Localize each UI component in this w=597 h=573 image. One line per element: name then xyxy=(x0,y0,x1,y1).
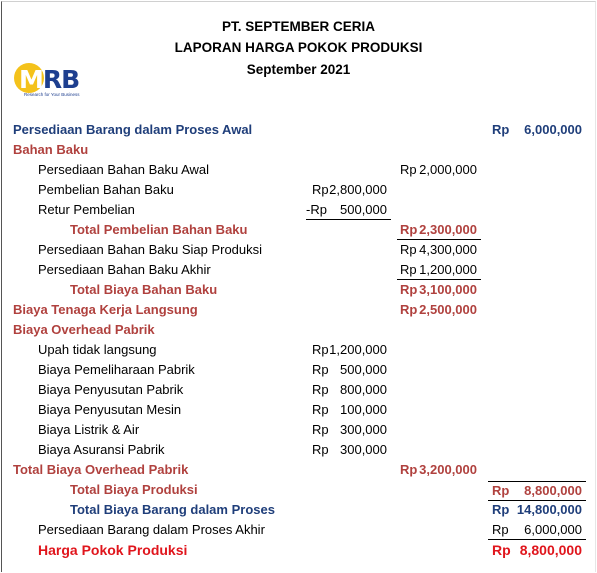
row-label: Total Biaya Produksi xyxy=(70,482,198,497)
row-label: Total Pembelian Bahan Baku xyxy=(70,222,248,237)
amount-col3: Rp 8,800,000 xyxy=(488,481,586,501)
amount-col1: Rp 800,000 xyxy=(312,382,387,397)
company-name: PT. SEPTEMBER CERIA xyxy=(221,19,376,34)
amount-col2: Rp 3,100,000 xyxy=(400,282,477,297)
row-rm-end xyxy=(0,260,597,280)
row-label: Pembelian Bahan Baku xyxy=(38,182,174,197)
row-wip-begin xyxy=(0,120,597,140)
amount-col2: Rp 1,200,000 xyxy=(397,260,481,280)
row-returns xyxy=(0,200,597,220)
row-total-purchases xyxy=(0,220,597,240)
row-dep-machine xyxy=(0,400,597,420)
amount-col1: Rp 300,000 xyxy=(312,442,387,457)
row-utilities xyxy=(0,420,597,440)
row-label: Biaya Pemeliharaan Pabrik xyxy=(38,362,195,377)
row-insurance xyxy=(0,440,597,460)
row-cogm xyxy=(0,540,597,560)
report-title: LAPORAN HARGA POKOK PRODUKSI xyxy=(174,40,423,55)
amount-col2: Rp 2,000,000 xyxy=(400,162,477,177)
row-label: Harga Pokok Produksi xyxy=(38,542,188,558)
row-rm-available xyxy=(0,240,597,260)
section-label: Biaya Overhead Pabrik xyxy=(13,322,155,337)
report-period: September 2021 xyxy=(246,62,351,77)
row-label: Retur Pembelian xyxy=(38,202,135,217)
amount-col2: Rp 2,500,000 xyxy=(400,302,477,317)
row-label: Upah tidak langsung xyxy=(38,342,157,357)
row-label: Biaya Penyusutan Mesin xyxy=(38,402,182,417)
row-label: Persediaan Barang dalam Proses Akhir xyxy=(38,522,265,537)
row-label: Persediaan Bahan Baku Siap Produksi xyxy=(38,242,263,257)
row-raw-material xyxy=(0,140,597,160)
mrb-logo xyxy=(14,61,84,101)
row-direct-labor xyxy=(0,300,597,320)
amount-col2: Rp 2,300,000 xyxy=(397,220,481,240)
row-total-rm xyxy=(0,280,597,300)
row-label: Total Biaya Bahan Baku xyxy=(70,282,218,297)
row-overhead xyxy=(0,320,597,340)
amount-col1: Rp 1,200,000 xyxy=(312,342,387,357)
amount-col3: Rp 8,800,000 xyxy=(492,542,582,558)
row-label: Persediaan Barang dalam Proses Awal xyxy=(13,122,253,137)
section-label: Bahan Baku xyxy=(13,142,89,157)
row-label: Persediaan Bahan Baku Akhir xyxy=(38,262,211,277)
row-label: Biaya Tenaga Kerja Langsung xyxy=(13,302,198,317)
amount-col3: Rp 6,000,000 xyxy=(492,122,582,137)
row-total-production xyxy=(0,480,597,500)
row-maintenance xyxy=(0,360,597,380)
amount-col2: Rp 4,300,000 xyxy=(400,242,477,257)
logo-tagline: Research for Your Business xyxy=(24,92,80,97)
amount-col1: Rp 300,000 xyxy=(312,422,387,437)
row-label: Persediaan Bahan Baku Awal xyxy=(38,162,210,177)
logo-text: MRB xyxy=(19,65,80,94)
row-purchases xyxy=(0,180,597,200)
row-indirect-wages xyxy=(0,340,597,360)
row-label: Biaya Listrik & Air xyxy=(38,422,140,437)
row-label: Biaya Asuransi Pabrik xyxy=(38,442,165,457)
row-dep-factory xyxy=(0,380,597,400)
amount-col1: Rp 500,000 xyxy=(312,362,387,377)
amount-col1: Rp 2,800,000 xyxy=(312,182,387,197)
row-label: Biaya Penyusutan Pabrik xyxy=(38,382,184,397)
row-total-overhead xyxy=(0,460,597,480)
amount-col3: Rp 14,800,000 xyxy=(492,502,582,517)
row-rm-begin xyxy=(0,160,597,180)
amount-col2: Rp 3,200,000 xyxy=(400,462,477,477)
row-label: Total Biaya Barang dalam Proses xyxy=(70,502,275,517)
amount-col3: Rp 6,000,000 xyxy=(488,520,586,540)
row-total-wip xyxy=(0,500,597,520)
row-label: Total Biaya Overhead Pabrik xyxy=(13,462,189,477)
amount-col1: Rp 100,000 xyxy=(312,402,387,417)
amount-col1: -Rp 500,000 xyxy=(306,200,391,220)
row-wip-end xyxy=(0,520,597,540)
